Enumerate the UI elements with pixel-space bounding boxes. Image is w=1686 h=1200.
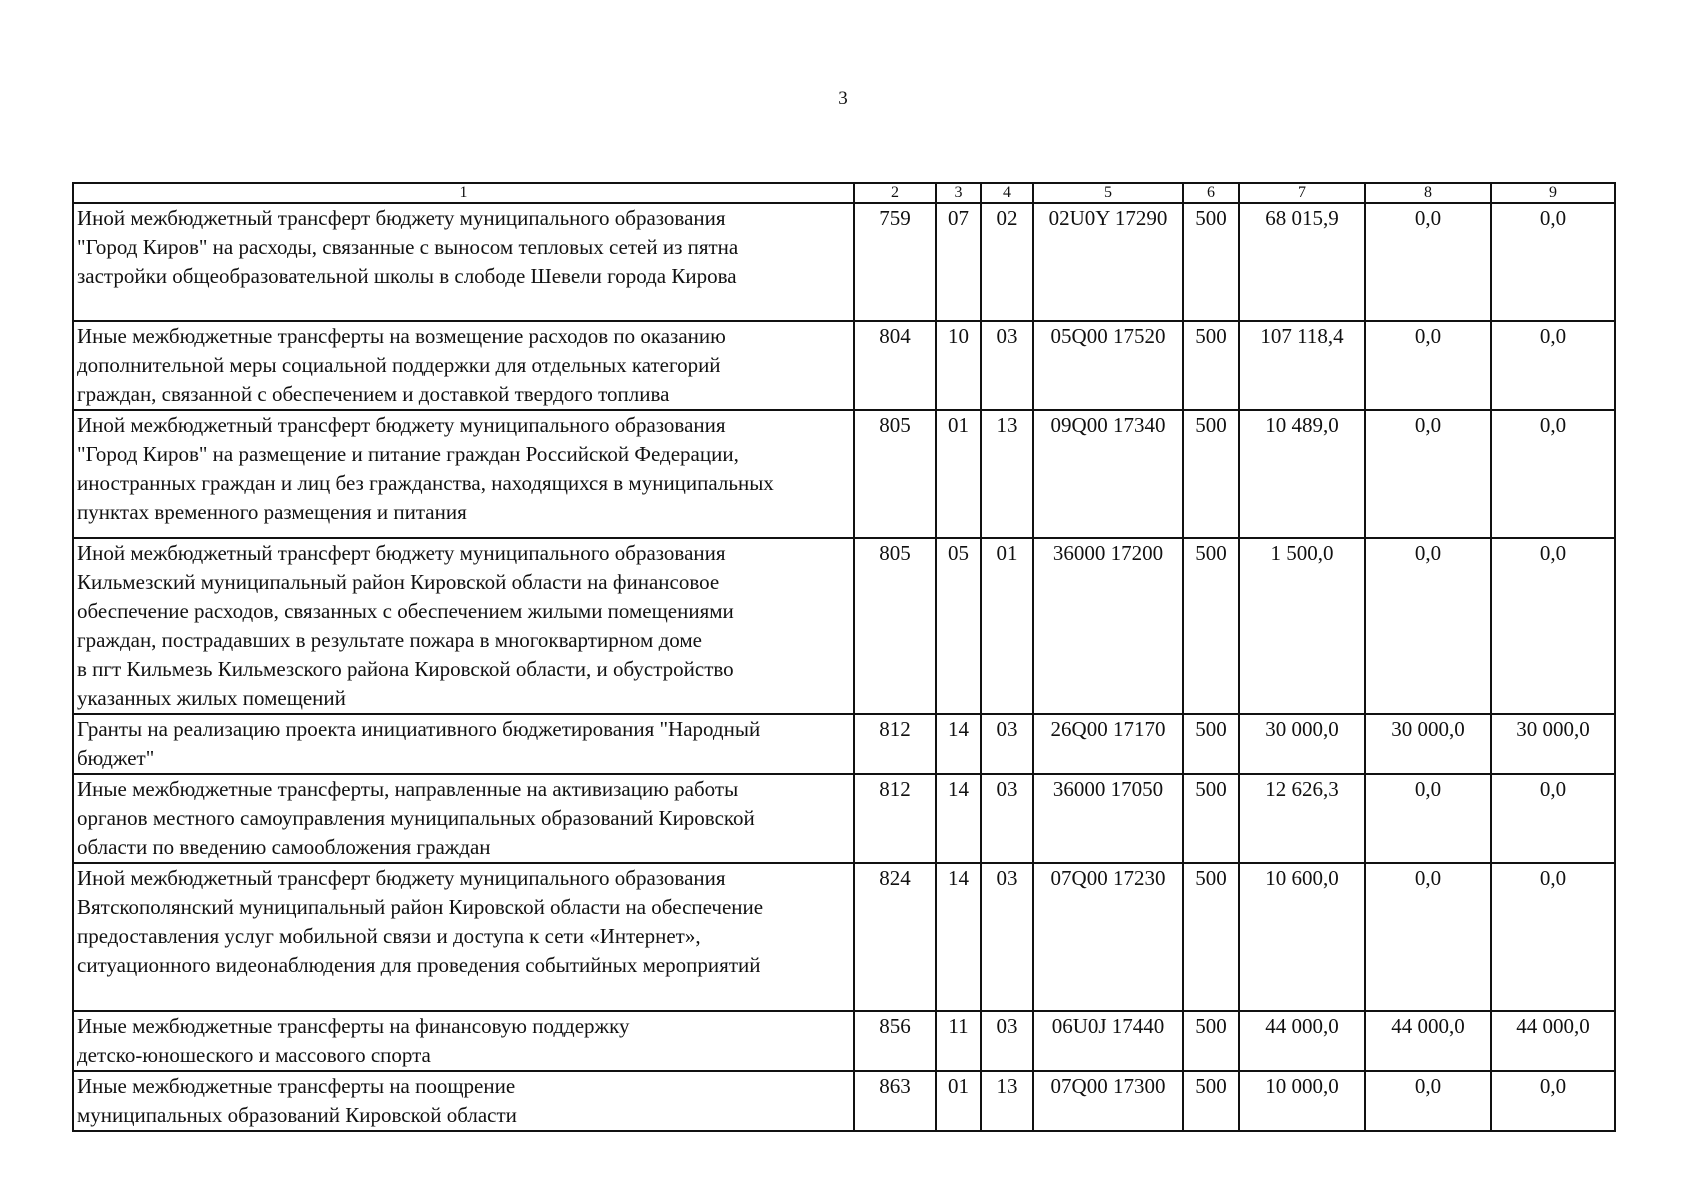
cell-amount-7: 10 600,0 [1239, 863, 1365, 1011]
row-description: Иные межбюджетные трансферты на возмещение расходов по оказанию дополнительной меры социальной поддержки для отдельных категорий граждан, связанной с обеспечением и доставкой твердого топлива [73, 321, 854, 410]
cell-expense-type: 500 [1183, 203, 1239, 321]
cell-amount-9: 0,0 [1491, 1071, 1615, 1131]
header-row [73, 183, 1615, 203]
cell-subsection: 03 [981, 1011, 1033, 1071]
row-description: Иной межбюджетный трансферт бюджету муниципального образования Вятскополянский муниципальный район Кировской области на обеспечение предоставления услуг мобильной связи и доступа к сети «Интернет», ситуационного видеонаблюдения для проведения событийных мероприятий [73, 863, 854, 1011]
cell-ministry-code: 804 [854, 321, 936, 410]
header-cell: 8 [1365, 183, 1491, 203]
row-description: Иной межбюджетный трансферт бюджету муниципального образования "Город Киров" на расходы, связанные с выносом тепловых сетей из пятна застройки общеобразовательной школы в слободе Шевели города Кирова [73, 203, 854, 321]
cell-amount-9: 0,0 [1491, 774, 1615, 863]
cell-subsection: 02 [981, 203, 1033, 321]
cell-section: 01 [936, 410, 981, 538]
table-row [73, 714, 1615, 774]
table-row [73, 321, 1615, 410]
cell-amount-7: 107 118,4 [1239, 321, 1365, 410]
cell-amount-8: 0,0 [1365, 538, 1491, 714]
row-description: Гранты на реализацию проекта инициативного бюджетирования "Народный бюджет" [73, 714, 854, 774]
cell-target-article: 06U0J 17440 [1033, 1011, 1183, 1071]
cell-amount-9: 0,0 [1491, 203, 1615, 321]
table-row [73, 410, 1615, 538]
row-description: Иные межбюджетные трансферты на поощрение муниципальных образований Кировской области [73, 1071, 854, 1131]
cell-subsection: 03 [981, 714, 1033, 774]
header-cell: 9 [1491, 183, 1615, 203]
budget-table [72, 182, 1616, 1132]
cell-subsection: 03 [981, 774, 1033, 863]
cell-ministry-code: 805 [854, 538, 936, 714]
cell-target-article: 26Q00 17170 [1033, 714, 1183, 774]
header-cell: 6 [1183, 183, 1239, 203]
cell-amount-8: 0,0 [1365, 1071, 1491, 1131]
header-cell: 5 [1033, 183, 1183, 203]
cell-amount-7: 1 500,0 [1239, 538, 1365, 714]
cell-target-article: 36000 17050 [1033, 774, 1183, 863]
cell-section: 14 [936, 714, 981, 774]
cell-amount-8: 0,0 [1365, 410, 1491, 538]
cell-target-article: 07Q00 17230 [1033, 863, 1183, 1011]
cell-expense-type: 500 [1183, 774, 1239, 863]
cell-ministry-code: 812 [854, 774, 936, 863]
cell-amount-7: 30 000,0 [1239, 714, 1365, 774]
header-cell: 1 [73, 183, 854, 203]
cell-expense-type: 500 [1183, 714, 1239, 774]
cell-amount-8: 44 000,0 [1365, 1011, 1491, 1071]
cell-section: 10 [936, 321, 981, 410]
cell-ministry-code: 805 [854, 410, 936, 538]
cell-amount-9: 30 000,0 [1491, 714, 1615, 774]
row-description: Иные межбюджетные трансферты, направленные на активизацию работы органов местного самоуправления муниципальных образований Кировской области по введению самообложения граждан [73, 774, 854, 863]
cell-section: 07 [936, 203, 981, 321]
cell-section: 05 [936, 538, 981, 714]
table-row [73, 1071, 1615, 1131]
cell-section: 14 [936, 774, 981, 863]
cell-expense-type: 500 [1183, 1071, 1239, 1131]
cell-ministry-code: 856 [854, 1011, 936, 1071]
cell-target-article: 36000 17200 [1033, 538, 1183, 714]
row-description: Иной межбюджетный трансферт бюджету муниципального образования "Город Киров" на размещение и питание граждан Российской Федерации, иностранных граждан и лиц без гражданства, находящихся в муниципальных пунктах временного размещения и питания [73, 410, 854, 538]
cell-subsection: 13 [981, 1071, 1033, 1131]
cell-subsection: 13 [981, 410, 1033, 538]
cell-target-article: 07Q00 17300 [1033, 1071, 1183, 1131]
cell-expense-type: 500 [1183, 538, 1239, 714]
cell-target-article: 05Q00 17520 [1033, 321, 1183, 410]
cell-section: 11 [936, 1011, 981, 1071]
table-row [73, 1011, 1615, 1071]
cell-expense-type: 500 [1183, 863, 1239, 1011]
cell-amount-7: 68 015,9 [1239, 203, 1365, 321]
cell-amount-8: 0,0 [1365, 774, 1491, 863]
cell-expense-type: 500 [1183, 321, 1239, 410]
cell-section: 01 [936, 1071, 981, 1131]
header-cell: 4 [981, 183, 1033, 203]
table-row [73, 774, 1615, 863]
cell-amount-9: 0,0 [1491, 410, 1615, 538]
cell-ministry-code: 759 [854, 203, 936, 321]
header-cell: 2 [854, 183, 936, 203]
cell-ministry-code: 824 [854, 863, 936, 1011]
cell-expense-type: 500 [1183, 1011, 1239, 1071]
table-row [73, 203, 1615, 321]
cell-amount-7: 10 489,0 [1239, 410, 1365, 538]
cell-amount-7: 12 626,3 [1239, 774, 1365, 863]
cell-amount-8: 30 000,0 [1365, 714, 1491, 774]
cell-amount-9: 0,0 [1491, 321, 1615, 410]
row-description: Иные межбюджетные трансферты на финансовую поддержку детско-юношеского и массового спорта [73, 1011, 854, 1071]
cell-ministry-code: 812 [854, 714, 936, 774]
cell-amount-7: 10 000,0 [1239, 1071, 1365, 1131]
cell-target-article: 02U0Y 17290 [1033, 203, 1183, 321]
table-row [73, 863, 1615, 1011]
header-cell: 3 [936, 183, 981, 203]
cell-amount-8: 0,0 [1365, 203, 1491, 321]
cell-subsection: 03 [981, 863, 1033, 1011]
cell-subsection: 01 [981, 538, 1033, 714]
cell-amount-7: 44 000,0 [1239, 1011, 1365, 1071]
cell-amount-8: 0,0 [1365, 321, 1491, 410]
cell-amount-8: 0,0 [1365, 863, 1491, 1011]
cell-amount-9: 44 000,0 [1491, 1011, 1615, 1071]
cell-target-article: 09Q00 17340 [1033, 410, 1183, 538]
cell-expense-type: 500 [1183, 410, 1239, 538]
page-number: 3 [838, 88, 848, 109]
cell-subsection: 03 [981, 321, 1033, 410]
cell-ministry-code: 863 [854, 1071, 936, 1131]
cell-amount-9: 0,0 [1491, 538, 1615, 714]
header-cell: 7 [1239, 183, 1365, 203]
table-row [73, 538, 1615, 714]
cell-section: 14 [936, 863, 981, 1011]
row-description: Иной межбюджетный трансферт бюджету муниципального образования Кильмезский муниципальный район Кировской области на финансовое обеспечение расходов, связанных с обеспечением жилыми помещениями граждан, пострадавших в результате пожара в многоквартирном доме в пгт Кильмезь Кильмезского района Кировской области, и обустройство указанных жилых помещений [73, 538, 854, 714]
cell-amount-9: 0,0 [1491, 863, 1615, 1011]
